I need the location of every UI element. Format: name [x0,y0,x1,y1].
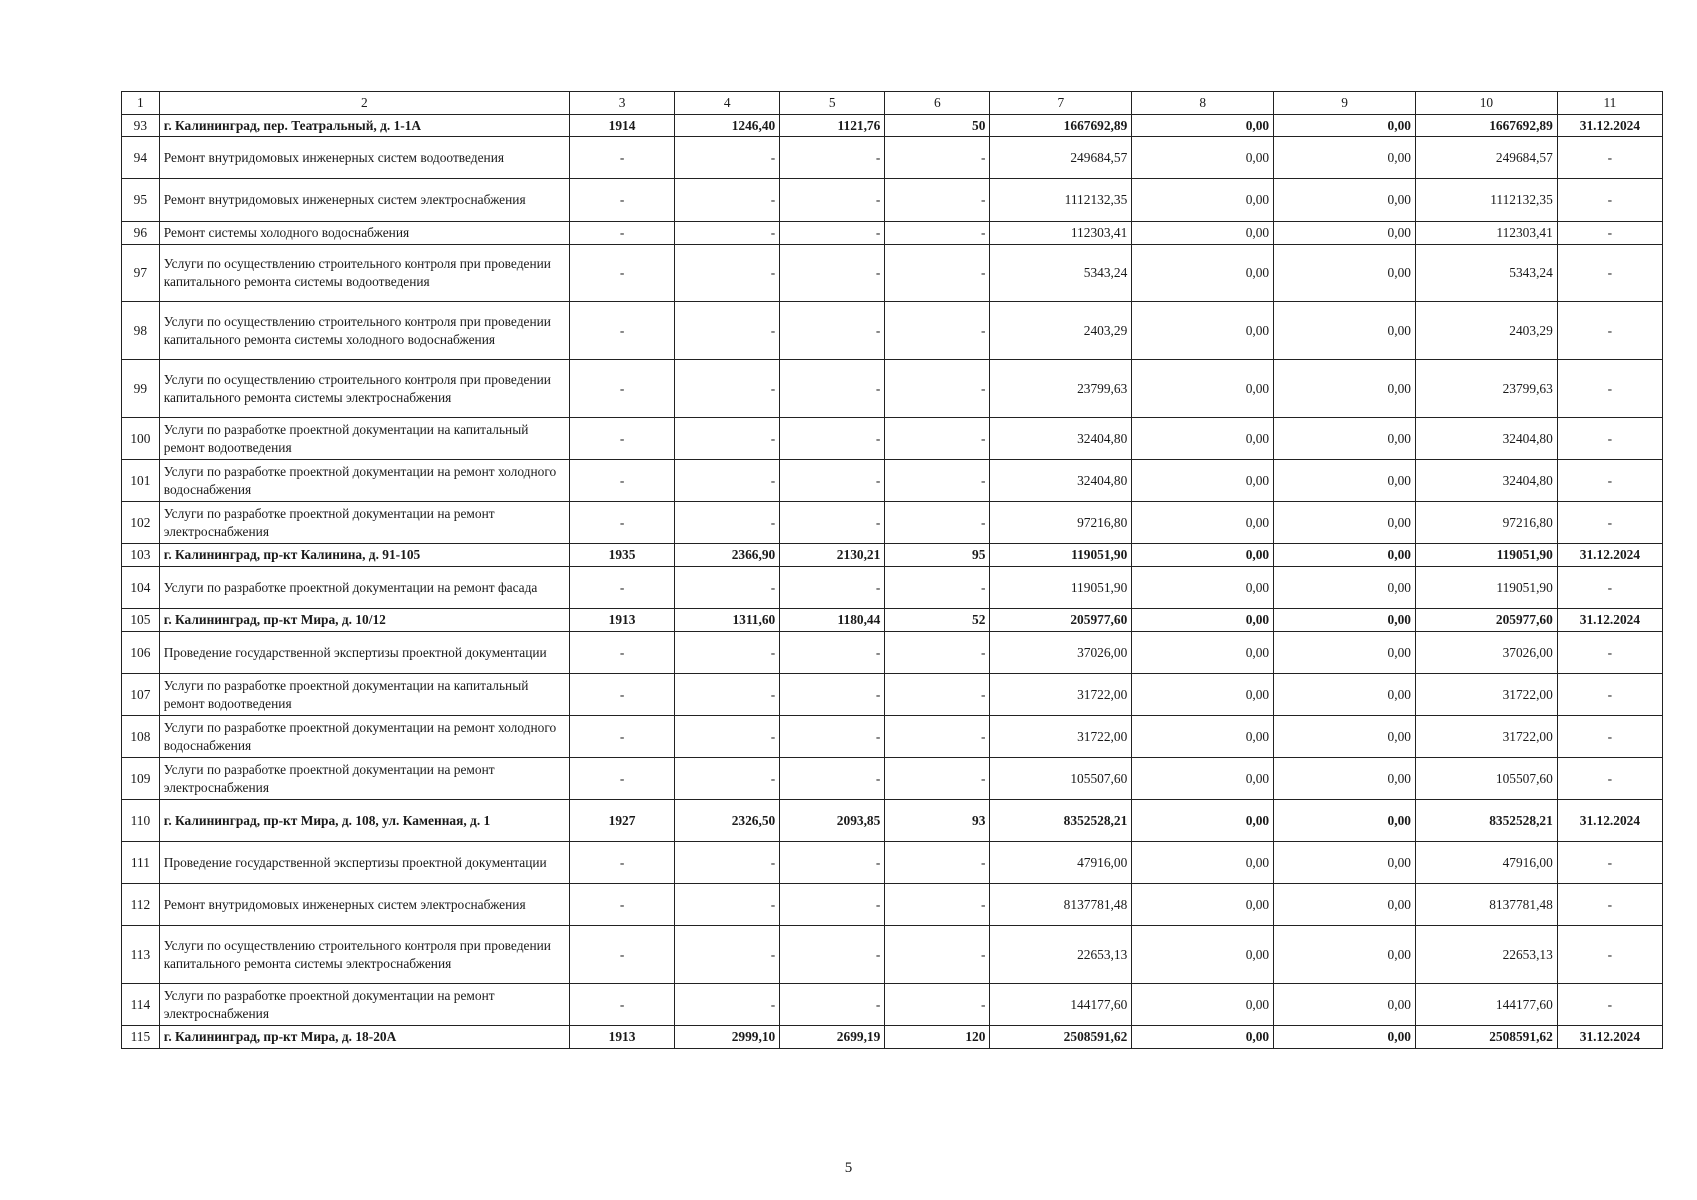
total-cost-cell: 5343,24 [990,245,1132,302]
deadline-cell: - [1557,137,1662,179]
residents-cell: 93 [885,800,990,842]
row-number-cell: 99 [122,360,160,418]
year-built-cell: - [570,460,675,502]
fund-cost-cell: 0,00 [1132,460,1274,502]
deadline-cell: - [1557,984,1662,1026]
column-number: 6 [885,92,990,115]
total-area-cell: - [675,567,780,609]
residents-cell: - [885,842,990,884]
work-name-cell: Услуги по осуществлению строительного контроля при проведении капитального ремонта системы электроснабжения [159,926,569,984]
owners-cost-cell: 31722,00 [1415,716,1557,758]
total-cost-cell: 144177,60 [990,984,1132,1026]
work-name-cell: г. Калининград, пр-кт Мира, д. 108, ул. Каменная, д. 1 [159,800,569,842]
fund-cost-cell: 0,00 [1132,179,1274,222]
deadline-cell: - [1557,884,1662,926]
owners-cost-cell: 97216,80 [1415,502,1557,544]
table-row [122,984,1663,1026]
total-area-cell: - [675,245,780,302]
fund-cost-cell: 0,00 [1132,418,1274,460]
residents-cell: - [885,674,990,716]
table-row [122,842,1663,884]
fund-cost-cell: 0,00 [1132,137,1274,179]
owners-cost-cell: 23799,63 [1415,360,1557,418]
row-number-cell: 101 [122,460,160,502]
residents-cell: - [885,884,990,926]
row-number-cell: 97 [122,245,160,302]
residents-cell: - [885,137,990,179]
living-area-cell: 2093,85 [780,800,885,842]
fund-cost-cell: 0,00 [1132,222,1274,245]
work-name-cell: Проведение государственной экспертизы проектной документации [159,842,569,884]
work-name-cell: Услуги по разработке проектной документации на ремонт электроснабжения [159,984,569,1026]
column-number: 3 [570,92,675,115]
work-name-cell: Услуги по разработке проектной документации на ремонт электроснабжения [159,758,569,800]
year-built-cell: - [570,245,675,302]
owners-cost-cell: 1667692,89 [1415,115,1557,137]
other-cost-cell: 0,00 [1274,222,1416,245]
work-name-cell: Ремонт внутридомовых инженерных систем водоотведения [159,137,569,179]
table-row [122,115,1663,137]
row-number-cell: 108 [122,716,160,758]
work-name-cell: г. Калининград, пр-кт Мира, д. 18-20А [159,1026,569,1049]
work-name-cell: Проведение государственной экспертизы проектной документации [159,632,569,674]
table-row [122,222,1663,245]
table-row [122,418,1663,460]
owners-cost-cell: 22653,13 [1415,926,1557,984]
deadline-cell: - [1557,460,1662,502]
total-area-cell: 2326,50 [675,800,780,842]
fund-cost-cell: 0,00 [1132,245,1274,302]
fund-cost-cell: 0,00 [1132,609,1274,632]
year-built-cell: - [570,716,675,758]
fund-cost-cell: 0,00 [1132,984,1274,1026]
year-built-cell: - [570,302,675,360]
total-area-cell: - [675,926,780,984]
column-number: 7 [990,92,1132,115]
owners-cost-cell: 205977,60 [1415,609,1557,632]
year-built-cell: - [570,884,675,926]
year-built-cell: - [570,360,675,418]
table-row [122,674,1663,716]
work-name-cell: г. Калининград, пер. Театральный, д. 1-1А [159,115,569,137]
total-cost-cell: 22653,13 [990,926,1132,984]
other-cost-cell: 0,00 [1274,1026,1416,1049]
year-built-cell: - [570,137,675,179]
living-area-cell: - [780,674,885,716]
living-area-cell: - [780,222,885,245]
owners-cost-cell: 105507,60 [1415,758,1557,800]
living-area-cell: - [780,716,885,758]
owners-cost-cell: 8352528,21 [1415,800,1557,842]
other-cost-cell: 0,00 [1274,984,1416,1026]
total-cost-cell: 47916,00 [990,842,1132,884]
living-area-cell: - [780,758,885,800]
year-built-cell: - [570,418,675,460]
deadline-cell: - [1557,179,1662,222]
other-cost-cell: 0,00 [1274,716,1416,758]
residents-cell: - [885,360,990,418]
deadline-cell: - [1557,758,1662,800]
table-row [122,502,1663,544]
fund-cost-cell: 0,00 [1132,674,1274,716]
other-cost-cell: 0,00 [1274,544,1416,567]
column-number: 8 [1132,92,1274,115]
total-cost-cell: 112303,41 [990,222,1132,245]
deadline-cell: - [1557,926,1662,984]
total-cost-cell: 23799,63 [990,360,1132,418]
total-cost-cell: 249684,57 [990,137,1132,179]
deadline-cell: 31.12.2024 [1557,544,1662,567]
residents-cell: - [885,245,990,302]
fund-cost-cell: 0,00 [1132,302,1274,360]
total-area-cell: - [675,418,780,460]
row-number-cell: 115 [122,1026,160,1049]
fund-cost-cell: 0,00 [1132,842,1274,884]
deadline-cell: - [1557,418,1662,460]
owners-cost-cell: 32404,80 [1415,418,1557,460]
year-built-cell: - [570,926,675,984]
residents-cell: - [885,632,990,674]
row-number-cell: 106 [122,632,160,674]
column-number: 9 [1274,92,1416,115]
work-name-cell: Услуги по разработке проектной документации на капитальный ремонт водоотведения [159,674,569,716]
total-area-cell: 1246,40 [675,115,780,137]
year-built-cell: - [570,632,675,674]
table-row [122,302,1663,360]
deadline-cell: 31.12.2024 [1557,609,1662,632]
year-built-cell: 1913 [570,609,675,632]
year-built-cell: 1927 [570,800,675,842]
total-area-cell: 1311,60 [675,609,780,632]
other-cost-cell: 0,00 [1274,842,1416,884]
total-cost-cell: 119051,90 [990,567,1132,609]
work-name-cell: Услуги по разработке проектной документации на ремонт фасада [159,567,569,609]
total-area-cell: - [675,137,780,179]
owners-cost-cell: 2508591,62 [1415,1026,1557,1049]
total-area-cell: - [675,302,780,360]
total-area-cell: - [675,502,780,544]
table-row [122,544,1663,567]
deadline-cell: 31.12.2024 [1557,800,1662,842]
deadline-cell: 31.12.2024 [1557,115,1662,137]
residents-cell: 50 [885,115,990,137]
living-area-cell: - [780,418,885,460]
column-number-row [122,92,1663,115]
column-number: 5 [780,92,885,115]
table-row [122,137,1663,179]
row-number-cell: 110 [122,800,160,842]
work-name-cell: Услуги по разработке проектной документации на капитальный ремонт водоотведения [159,418,569,460]
year-built-cell: 1913 [570,1026,675,1049]
owners-cost-cell: 119051,90 [1415,544,1557,567]
table-row [122,884,1663,926]
deadline-cell: - [1557,245,1662,302]
owners-cost-cell: 249684,57 [1415,137,1557,179]
row-number-cell: 109 [122,758,160,800]
owners-cost-cell: 5343,24 [1415,245,1557,302]
deadline-cell: 31.12.2024 [1557,1026,1662,1049]
table-row [122,179,1663,222]
fund-cost-cell: 0,00 [1132,567,1274,609]
total-cost-cell: 1667692,89 [990,115,1132,137]
other-cost-cell: 0,00 [1274,674,1416,716]
table-row [122,800,1663,842]
other-cost-cell: 0,00 [1274,502,1416,544]
row-number-cell: 114 [122,984,160,1026]
total-cost-cell: 119051,90 [990,544,1132,567]
year-built-cell: - [570,758,675,800]
deadline-cell: - [1557,222,1662,245]
total-cost-cell: 8137781,48 [990,884,1132,926]
deadline-cell: - [1557,716,1662,758]
work-name-cell: Услуги по осуществлению строительного контроля при проведении капитального ремонта системы электроснабжения [159,360,569,418]
column-number: 11 [1557,92,1662,115]
year-built-cell: - [570,179,675,222]
fund-cost-cell: 0,00 [1132,758,1274,800]
fund-cost-cell: 0,00 [1132,502,1274,544]
total-area-cell: - [675,758,780,800]
row-number-cell: 105 [122,609,160,632]
row-number-cell: 100 [122,418,160,460]
deadline-cell: - [1557,567,1662,609]
other-cost-cell: 0,00 [1274,302,1416,360]
living-area-cell: - [780,302,885,360]
residents-cell: - [885,222,990,245]
total-cost-cell: 1112132,35 [990,179,1132,222]
total-cost-cell: 32404,80 [990,418,1132,460]
total-area-cell: - [675,179,780,222]
living-area-cell: - [780,502,885,544]
row-number-cell: 111 [122,842,160,884]
row-number-cell: 96 [122,222,160,245]
work-name-cell: Ремонт внутридомовых инженерных систем электроснабжения [159,179,569,222]
other-cost-cell: 0,00 [1274,179,1416,222]
living-area-cell: - [780,179,885,222]
year-built-cell: - [570,222,675,245]
row-number-cell: 93 [122,115,160,137]
residents-cell: - [885,926,990,984]
row-number-cell: 113 [122,926,160,984]
other-cost-cell: 0,00 [1274,758,1416,800]
work-name-cell: Услуги по разработке проектной документации на ремонт электроснабжения [159,502,569,544]
total-area-cell: - [675,716,780,758]
residents-cell: 120 [885,1026,990,1049]
fund-cost-cell: 0,00 [1132,360,1274,418]
row-number-cell: 107 [122,674,160,716]
other-cost-cell: 0,00 [1274,926,1416,984]
table-row [122,567,1663,609]
column-number: 1 [122,92,160,115]
living-area-cell: - [780,842,885,884]
row-number-cell: 112 [122,884,160,926]
total-area-cell: - [675,460,780,502]
column-number: 10 [1415,92,1557,115]
living-area-cell: - [780,137,885,179]
column-number: 2 [159,92,569,115]
works-table [121,91,1663,1049]
residents-cell: - [885,460,990,502]
living-area-cell: - [780,567,885,609]
total-cost-cell: 205977,60 [990,609,1132,632]
total-area-cell: 2366,90 [675,544,780,567]
fund-cost-cell: 0,00 [1132,1026,1274,1049]
total-cost-cell: 97216,80 [990,502,1132,544]
year-built-cell: - [570,502,675,544]
total-area-cell: - [675,222,780,245]
living-area-cell: 2130,21 [780,544,885,567]
other-cost-cell: 0,00 [1274,567,1416,609]
other-cost-cell: 0,00 [1274,609,1416,632]
work-name-cell: Ремонт системы холодного водоснабжения [159,222,569,245]
row-number-cell: 94 [122,137,160,179]
table-row [122,758,1663,800]
other-cost-cell: 0,00 [1274,115,1416,137]
work-name-cell: Услуги по разработке проектной документации на ремонт холодного водоснабжения [159,716,569,758]
table-row [122,460,1663,502]
total-area-cell: - [675,984,780,1026]
row-number-cell: 98 [122,302,160,360]
column-number: 4 [675,92,780,115]
living-area-cell: 1180,44 [780,609,885,632]
total-cost-cell: 37026,00 [990,632,1132,674]
living-area-cell: - [780,460,885,502]
other-cost-cell: 0,00 [1274,137,1416,179]
other-cost-cell: 0,00 [1274,800,1416,842]
living-area-cell: 1121,76 [780,115,885,137]
residents-cell: - [885,567,990,609]
table-row [122,1026,1663,1049]
total-area-cell: 2999,10 [675,1026,780,1049]
residents-cell: 95 [885,544,990,567]
work-name-cell: Услуги по осуществлению строительного контроля при проведении капитального ремонта системы водоотведения [159,245,569,302]
residents-cell: - [885,758,990,800]
other-cost-cell: 0,00 [1274,460,1416,502]
fund-cost-cell: 0,00 [1132,632,1274,674]
total-area-cell: - [675,884,780,926]
work-name-cell: Услуги по осуществлению строительного контроля при проведении капитального ремонта системы холодного водоснабжения [159,302,569,360]
work-name-cell: Ремонт внутридомовых инженерных систем электроснабжения [159,884,569,926]
year-built-cell: - [570,842,675,884]
living-area-cell: - [780,884,885,926]
residents-cell: 52 [885,609,990,632]
other-cost-cell: 0,00 [1274,884,1416,926]
living-area-cell: - [780,360,885,418]
residents-cell: - [885,716,990,758]
year-built-cell: 1935 [570,544,675,567]
year-built-cell: - [570,674,675,716]
other-cost-cell: 0,00 [1274,418,1416,460]
year-built-cell: - [570,984,675,1026]
other-cost-cell: 0,00 [1274,245,1416,302]
owners-cost-cell: 119051,90 [1415,567,1557,609]
work-name-cell: Услуги по разработке проектной документации на ремонт холодного водоснабжения [159,460,569,502]
fund-cost-cell: 0,00 [1132,884,1274,926]
year-built-cell: 1914 [570,115,675,137]
row-number-cell: 104 [122,567,160,609]
total-area-cell: - [675,360,780,418]
total-area-cell: - [675,674,780,716]
total-cost-cell: 2403,29 [990,302,1132,360]
table-row [122,632,1663,674]
residents-cell: - [885,179,990,222]
work-name-cell: г. Калининград, пр-кт Мира, д. 10/12 [159,609,569,632]
fund-cost-cell: 0,00 [1132,544,1274,567]
total-area-cell: - [675,632,780,674]
residents-cell: - [885,302,990,360]
total-cost-cell: 2508591,62 [990,1026,1132,1049]
owners-cost-cell: 8137781,48 [1415,884,1557,926]
owners-cost-cell: 31722,00 [1415,674,1557,716]
page-number: 5 [844,1160,853,1176]
row-number-cell: 103 [122,544,160,567]
owners-cost-cell: 1112132,35 [1415,179,1557,222]
living-area-cell: 2699,19 [780,1026,885,1049]
owners-cost-cell: 144177,60 [1415,984,1557,1026]
living-area-cell: - [780,926,885,984]
total-cost-cell: 8352528,21 [990,800,1132,842]
total-cost-cell: 31722,00 [990,716,1132,758]
deadline-cell: - [1557,632,1662,674]
fund-cost-cell: 0,00 [1132,716,1274,758]
work-name-cell: г. Калининград, пр-кт Калинина, д. 91-105 [159,544,569,567]
owners-cost-cell: 2403,29 [1415,302,1557,360]
owners-cost-cell: 32404,80 [1415,460,1557,502]
owners-cost-cell: 37026,00 [1415,632,1557,674]
other-cost-cell: 0,00 [1274,360,1416,418]
living-area-cell: - [780,632,885,674]
fund-cost-cell: 0,00 [1132,800,1274,842]
living-area-cell: - [780,984,885,1026]
table-row [122,360,1663,418]
row-number-cell: 95 [122,179,160,222]
fund-cost-cell: 0,00 [1132,115,1274,137]
living-area-cell: - [780,245,885,302]
total-cost-cell: 32404,80 [990,460,1132,502]
owners-cost-cell: 47916,00 [1415,842,1557,884]
total-cost-cell: 105507,60 [990,758,1132,800]
deadline-cell: - [1557,360,1662,418]
residents-cell: - [885,984,990,1026]
table-row [122,609,1663,632]
deadline-cell: - [1557,674,1662,716]
deadline-cell: - [1557,842,1662,884]
fund-cost-cell: 0,00 [1132,926,1274,984]
owners-cost-cell: 112303,41 [1415,222,1557,245]
total-area-cell: - [675,842,780,884]
table-row [122,926,1663,984]
table-row [122,716,1663,758]
year-built-cell: - [570,567,675,609]
deadline-cell: - [1557,502,1662,544]
total-cost-cell: 31722,00 [990,674,1132,716]
residents-cell: - [885,502,990,544]
row-number-cell: 102 [122,502,160,544]
table-row [122,245,1663,302]
other-cost-cell: 0,00 [1274,632,1416,674]
residents-cell: - [885,418,990,460]
deadline-cell: - [1557,302,1662,360]
